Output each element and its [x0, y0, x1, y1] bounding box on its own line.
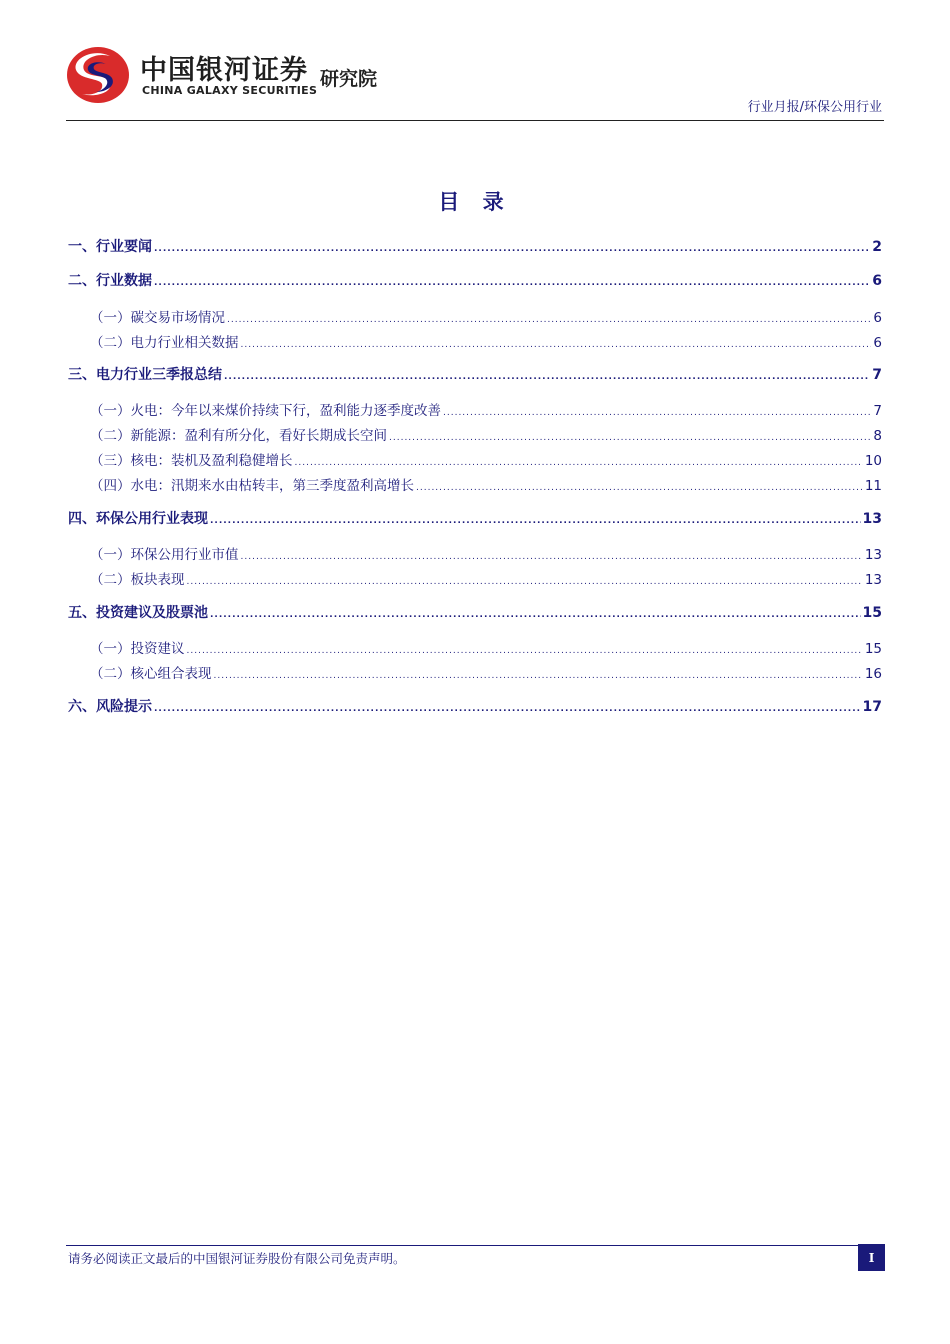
toc-entry-page: 11: [864, 478, 882, 494]
toc-subentry[interactable]: [68, 331, 882, 351]
toc-entry-page: 13: [862, 511, 882, 527]
toc-leader-dots: [241, 340, 872, 350]
logo-chinese-name: 中国银河证券: [140, 55, 308, 86]
toc-subentry[interactable]: [68, 637, 882, 657]
toc-leader-dots: [187, 577, 863, 587]
toc-leader-dots: [416, 483, 863, 493]
toc-leader-dots: [241, 552, 863, 562]
toc-entry-label: 二、行业数据: [68, 273, 152, 289]
toc-entry-label: （三）核电：装机及盈利稳健增长: [90, 453, 293, 469]
toc-subentry[interactable]: [68, 662, 882, 682]
toc-leader-dots: [154, 278, 870, 288]
toc-entry[interactable]: [68, 696, 882, 716]
toc-entry-label: （一）火电：今年以来煤价持续下行，盈利能力逐季度改善: [90, 403, 441, 419]
toc-entry-label: 三、电力行业三季报总结: [68, 367, 222, 383]
toc-subentry[interactable]: [68, 474, 882, 494]
toc-subentry[interactable]: [68, 449, 882, 469]
toc-entry-label: （二）核心组合表现: [90, 666, 212, 682]
toc-entry-page: 7: [873, 403, 882, 419]
toc-entry-label: 五、投资建议及股票池: [68, 605, 208, 621]
report-type-label: 行业月报/环保公用行业: [747, 100, 882, 115]
toc-entry-label: （一）环保公用行业市值: [90, 547, 239, 563]
toc-entry-page: 7: [872, 367, 882, 383]
toc-entry-page: 2: [872, 239, 882, 255]
toc-leader-dots: [389, 433, 871, 443]
toc-entry-label: 一、行业要闻: [68, 239, 152, 255]
toc-leader-dots: [443, 408, 871, 418]
toc-subentry[interactable]: [68, 543, 882, 563]
toc-entry-page: 6: [872, 273, 882, 289]
toc-subentry[interactable]: [68, 399, 882, 419]
toc-leader-dots: [154, 704, 861, 714]
toc-entry-label: （一）投资建议: [90, 641, 185, 657]
toc-entry[interactable]: [68, 270, 882, 290]
toc-leader-dots: [187, 646, 863, 656]
toc-entry-label: 四、环保公用行业表现: [68, 511, 208, 527]
toc-entry-page: 10: [864, 453, 882, 469]
toc-entry-label: （二）新能源：盈利有所分化，看好长期成长空间: [90, 428, 387, 444]
toc-entry-page: 13: [864, 572, 882, 588]
footer-divider: [66, 1245, 858, 1246]
toc-leader-dots: [224, 372, 870, 382]
toc-entry[interactable]: [68, 602, 882, 622]
toc-leader-dots: [210, 610, 861, 620]
header-divider: [66, 120, 884, 121]
toc-subentry[interactable]: [68, 424, 882, 444]
toc-entry-page: 15: [862, 605, 882, 621]
toc-leader-dots: [210, 516, 861, 526]
toc-entry[interactable]: [68, 508, 882, 528]
toc-entry-label: 六、风险提示: [68, 699, 152, 715]
toc-entry-label: （一）碳交易市场情况: [90, 310, 225, 326]
logo-english-name: CHINA GALAXY SECURITIES: [142, 84, 318, 97]
page-header: [66, 40, 884, 122]
toc-entry-page: 13: [864, 547, 882, 563]
toc-entry[interactable]: [68, 236, 882, 256]
footer-disclaimer: 请务必阅读正文最后的中国银河证券股份有限公司免责声明。: [68, 1251, 406, 1266]
toc-leader-dots: [227, 315, 871, 325]
toc-entry-label: （二）板块表现: [90, 572, 185, 588]
toc-entry-page: 17: [862, 699, 882, 715]
toc-entry-page: 6: [873, 310, 882, 326]
toc-entry[interactable]: [68, 364, 882, 384]
toc-entry-page: 6: [873, 335, 882, 351]
toc-entry-label: （四）水电：汛期来水由枯转丰，第三季度盈利高增长: [90, 478, 414, 494]
galaxy-logo-icon: [66, 46, 130, 104]
toc-entry-label: （二）电力行业相关数据: [90, 335, 239, 351]
page-number: I: [858, 1244, 885, 1271]
toc-leader-dots: [295, 458, 863, 468]
toc-entry-page: 16: [864, 666, 882, 682]
toc-title: 目 录: [438, 190, 512, 214]
toc-entry-page: 8: [873, 428, 882, 444]
toc-leader-dots: [154, 244, 870, 254]
toc-leader-dots: [214, 671, 863, 681]
toc-subentry[interactable]: [68, 306, 882, 326]
toc-entry-page: 15: [864, 641, 882, 657]
toc-subentry[interactable]: [68, 568, 882, 588]
institute-label: 研究院: [320, 68, 378, 90]
